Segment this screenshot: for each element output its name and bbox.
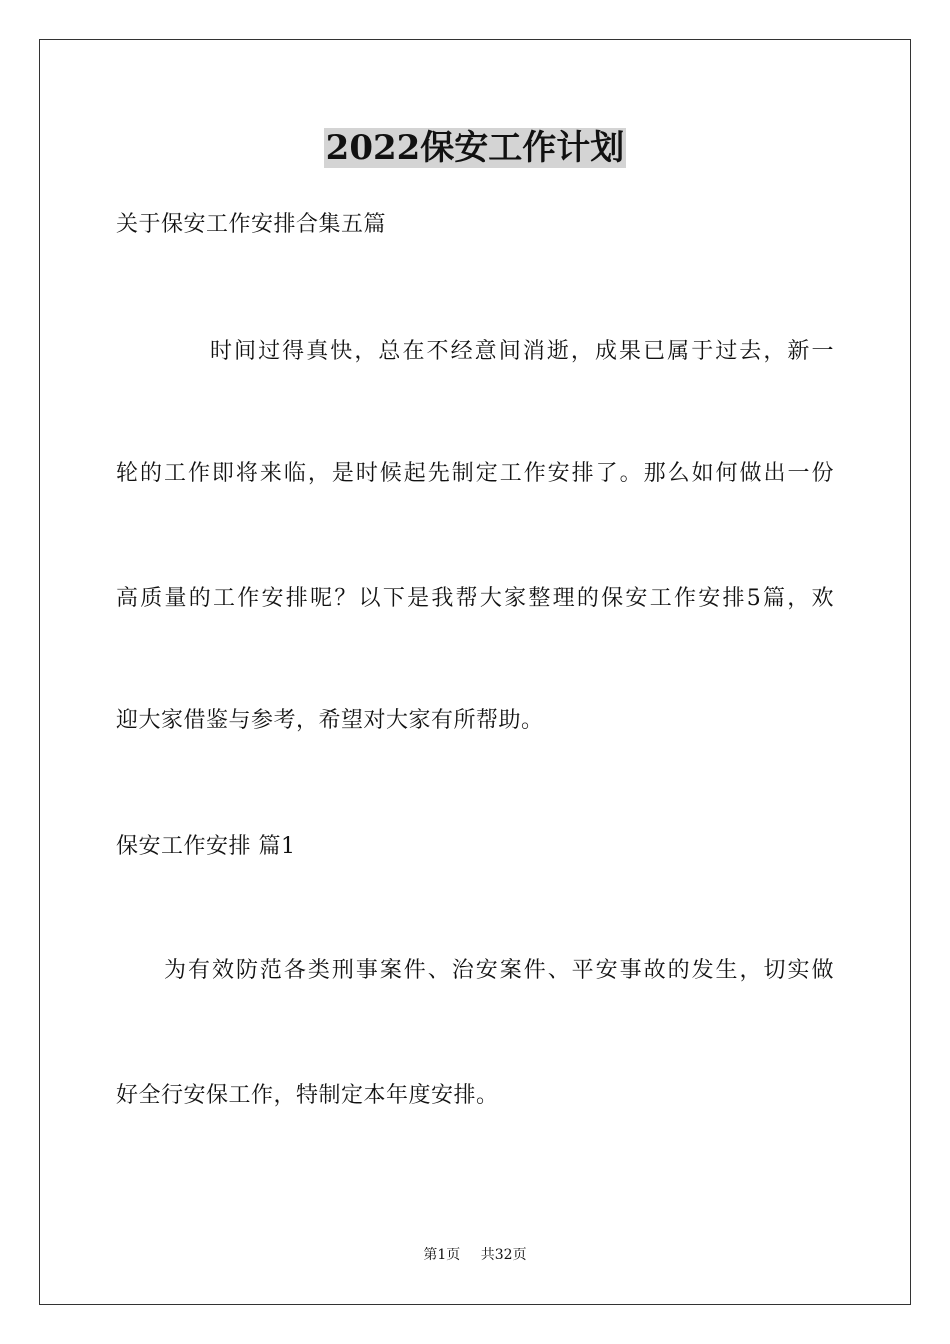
intro-line-2: 轮的工作即将来临，是时候起先制定工作安排了。那么如何做出一份 (116, 461, 834, 486)
section-line-2: 好全行安保工作，特制定本年度安排。 (116, 1083, 499, 1108)
document-title (0, 126, 950, 170)
section-heading: 保安工作安排 篇1 (116, 834, 296, 859)
intro-line-1: 时间过得真快，总在不经意间消逝，成果已属于过去，新一 (210, 339, 834, 364)
document-title-text: 2022保安工作计划 (325, 128, 625, 168)
section-line-1: 为有效防范各类刑事案件、治安案件、平安事故的发生，切实做 (164, 958, 834, 983)
page-total: 共32页 (480, 1247, 527, 1263)
intro-line-4: 迎大家借鉴与参考，希望对大家有所帮助。 (116, 708, 544, 733)
document-subtitle: 关于保安工作安排合集五篇 (116, 212, 387, 237)
intro-line-3: 高质量的工作安排呢？以下是我帮大家整理的保安工作安排5篇，欢 (116, 586, 834, 611)
page-footer (0, 1245, 950, 1265)
page-number: 第1页 (423, 1247, 461, 1263)
